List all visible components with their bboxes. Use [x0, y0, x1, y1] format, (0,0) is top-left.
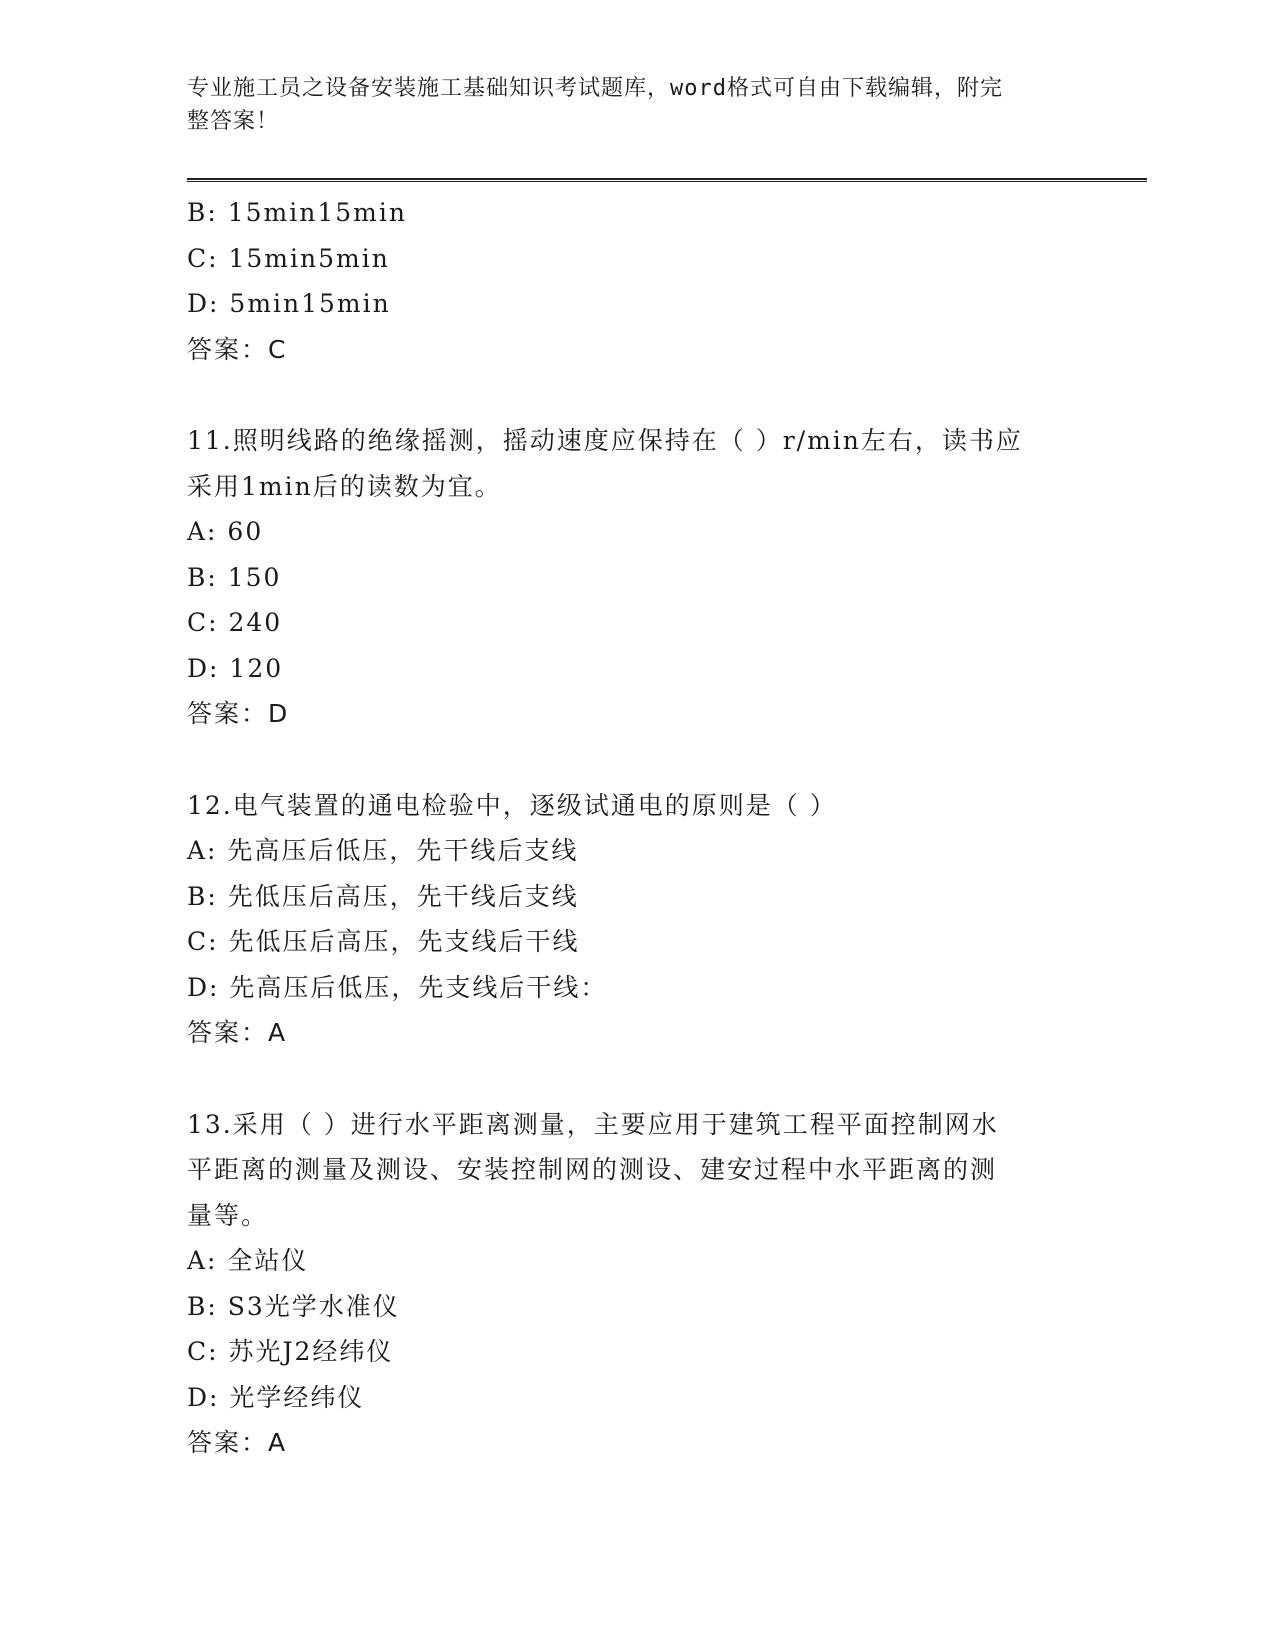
- option-b: B: 先低压后高压，先干线后支线: [187, 881, 579, 911]
- option-d: D: 5min15min: [187, 289, 391, 318]
- question-11: [187, 418, 1067, 737]
- option-c: C: 苏光J2经纬仪: [187, 1337, 394, 1366]
- option-d: D: 120: [187, 653, 284, 683]
- option-c: C: 240: [187, 608, 283, 637]
- question-text-line-2: 采用1min后的读数为宜。: [187, 471, 502, 501]
- question-12: [187, 783, 1067, 1056]
- question-13: [187, 1102, 1067, 1466]
- option-d: D: 先高压后低压，先支线后干线：: [187, 972, 608, 1002]
- option-b: B: 150: [187, 562, 282, 592]
- question-text-line-1: 12.电气装置的通电检验中，逐级试通电的原则是（ ）: [187, 790, 837, 820]
- question-text-line-3: 量等。: [187, 1200, 269, 1230]
- answer-line: 答案：A: [187, 1018, 288, 1047]
- question-text-line-1: 11.照明线路的绝缘摇测，摇动速度应保持在（ ）r/min左右，读书应: [187, 426, 1023, 455]
- question-text-line-2: 平距离的测量及测设、安装控制网的测设、建安过程中水平距离的测: [187, 1155, 998, 1184]
- answer-line: 答案：C: [187, 334, 288, 364]
- question-text-line-1: 13.采用（ ）进行水平距离测量，主要应用于建筑工程平面控制网水: [187, 1109, 999, 1139]
- option-c: C: 先低压后高压，先支线后干线: [187, 927, 580, 956]
- option-b: B: 15min15min: [187, 198, 407, 227]
- option-c: C: 15min5min: [187, 243, 390, 273]
- question-list: [187, 190, 1067, 1466]
- option-a: A: 60: [187, 517, 264, 546]
- option-b: B: S3光学水准仪: [187, 1291, 400, 1321]
- header-line-1: 专业施工员之设备安装施工基础知识考试题库，word格式可自由下载编辑，附完: [187, 76, 1003, 101]
- answer-line: 答案：A: [187, 1428, 288, 1457]
- option-a: A: 全站仪: [187, 1246, 309, 1275]
- option-a: A: 先高压后低压，先干线后支线: [187, 836, 579, 865]
- answer-line: 答案：D: [187, 699, 290, 728]
- document-header: [187, 72, 1067, 138]
- header-line-2: 整答案！: [187, 109, 280, 134]
- question-10: [187, 190, 1067, 372]
- header-divider: [187, 178, 1147, 182]
- option-d: D: 光学经纬仪: [187, 1382, 365, 1412]
